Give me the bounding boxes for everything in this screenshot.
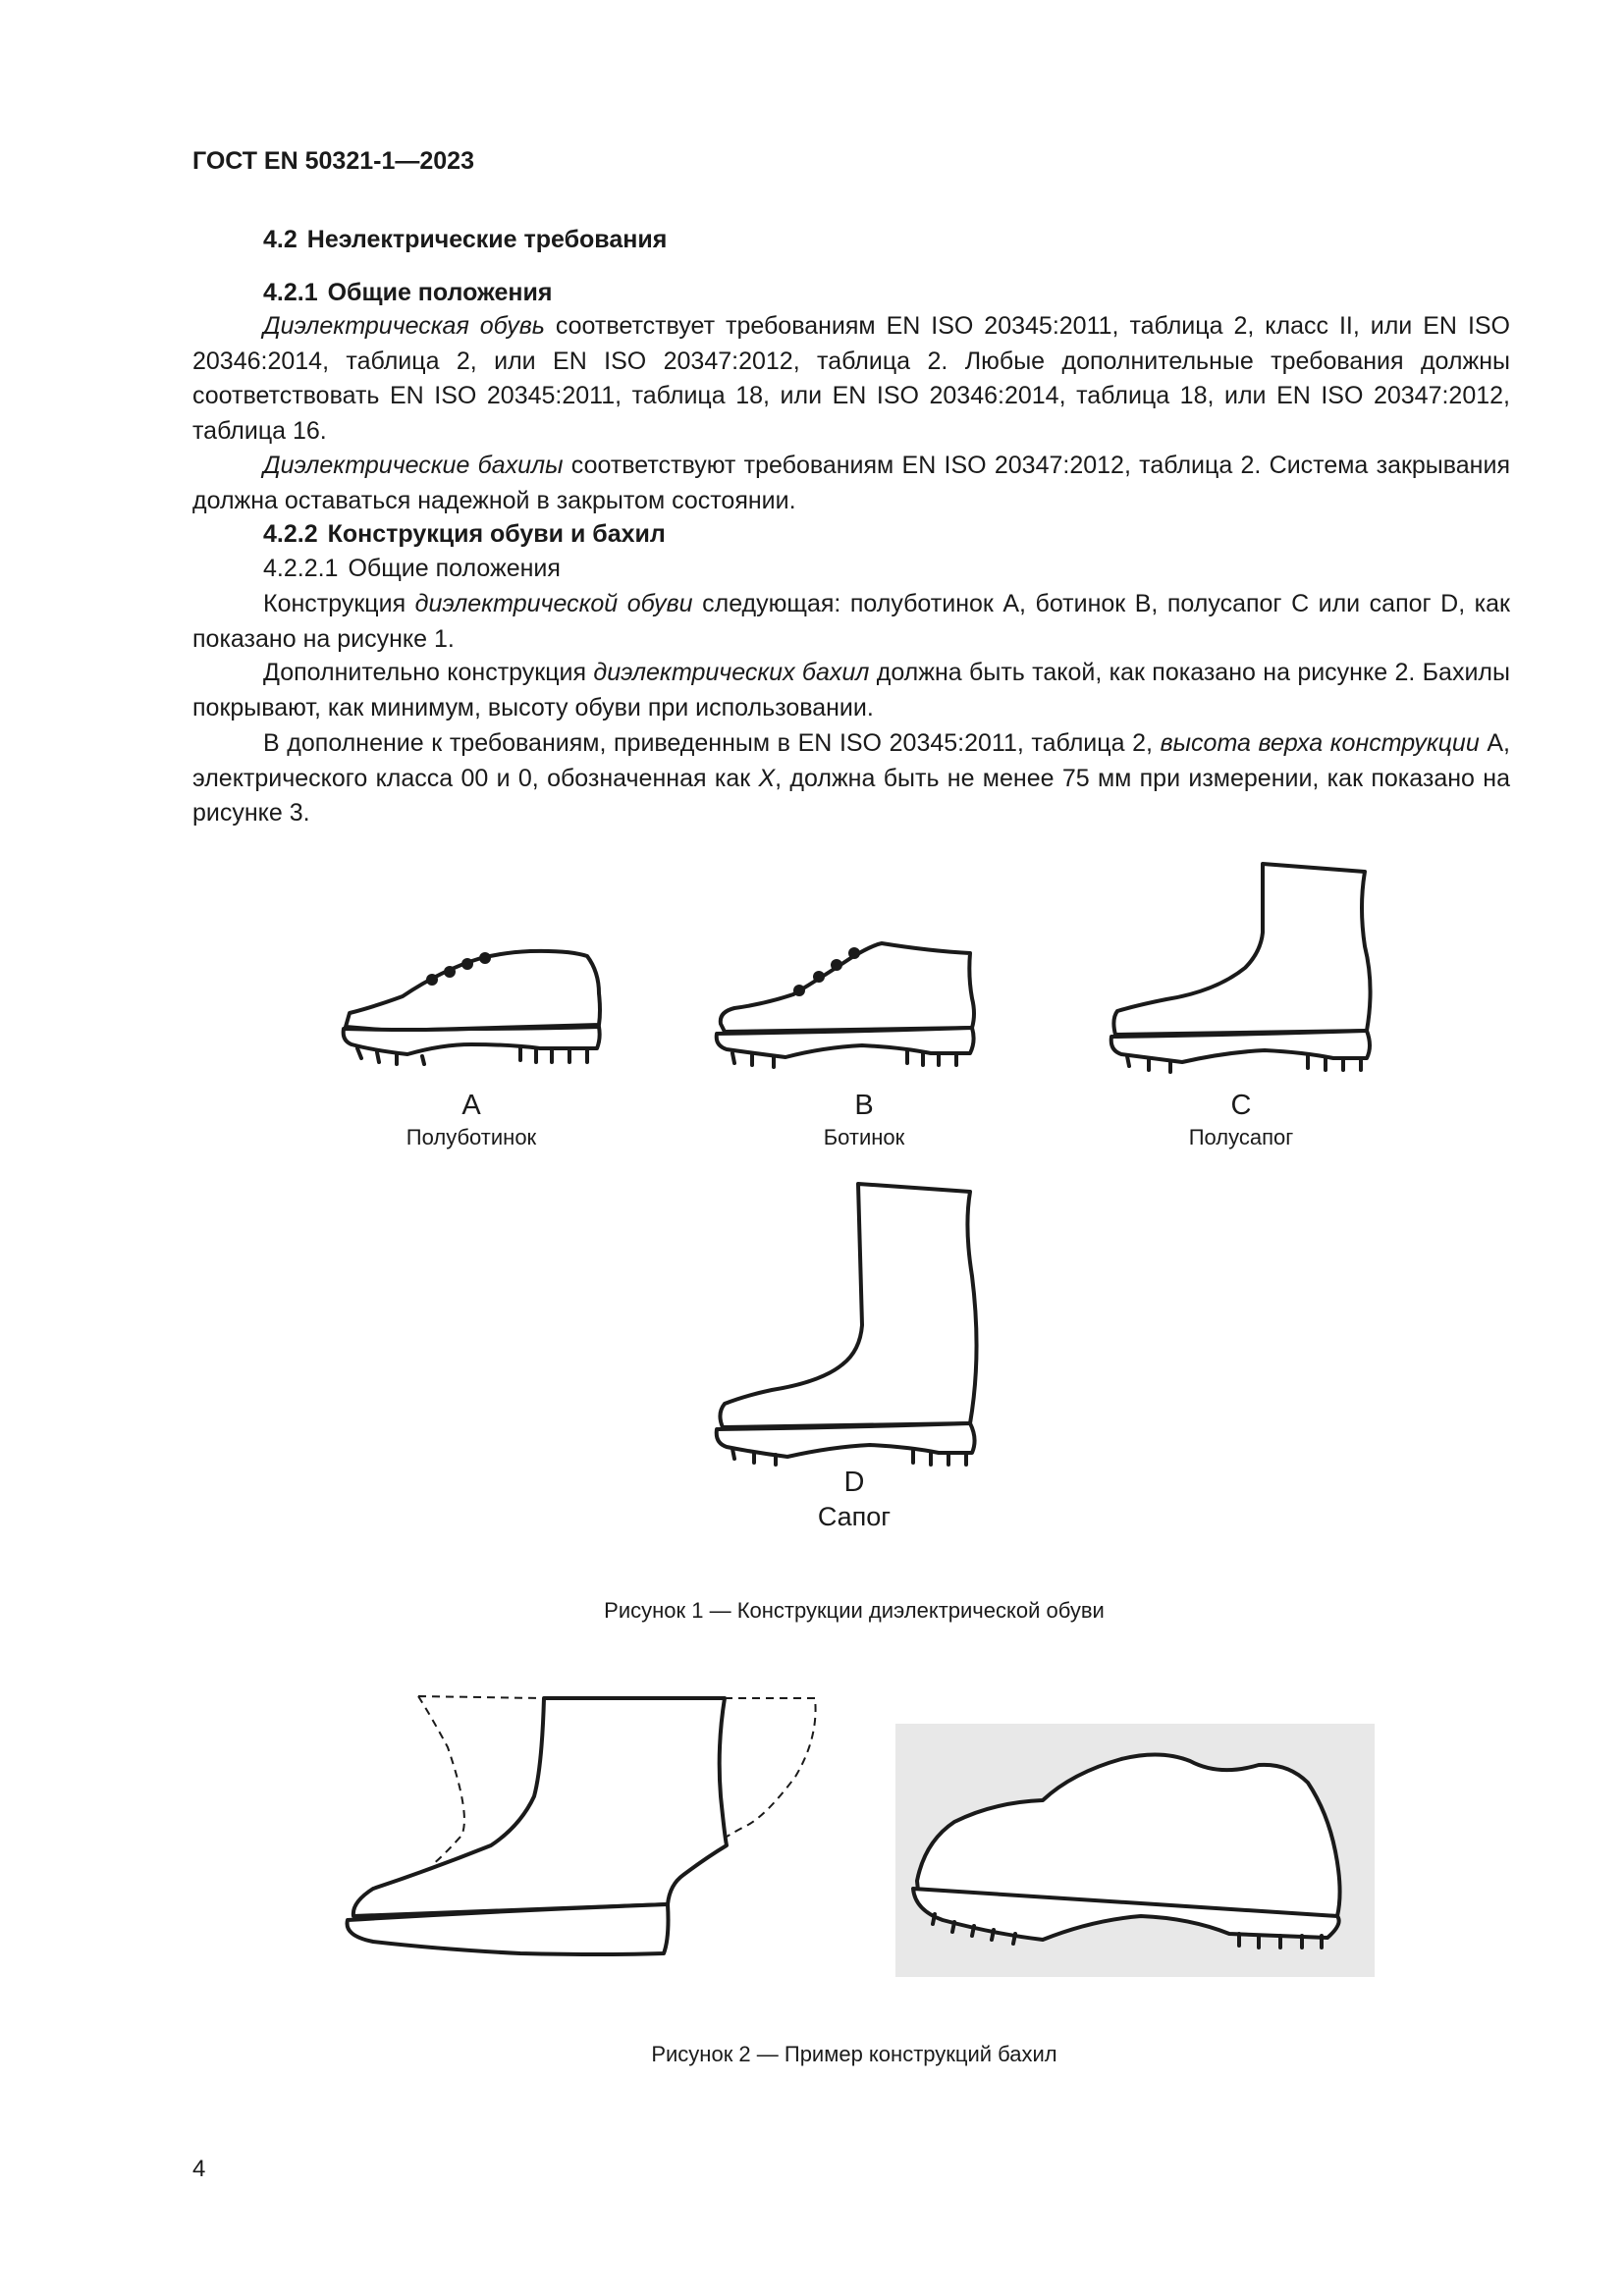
paragraph-text: Дополнительно конструкция xyxy=(263,659,594,686)
figure-name-d: Сапог xyxy=(817,1502,892,1531)
section-title: Неэлектрические требования xyxy=(306,226,668,253)
section-title: Общие положения xyxy=(327,279,553,306)
page-number: 4 xyxy=(192,2156,206,2182)
figure-2-caption: Рисунок 2 — Пример конструкций бахил xyxy=(651,2042,1057,2066)
section-number: 4.2.2.1 xyxy=(263,555,339,582)
italic-symbol: X xyxy=(758,764,776,792)
paragraph-overshoes-construction xyxy=(192,656,1510,725)
italic-term: высота верха конструкции xyxy=(1160,729,1480,757)
paragraph-text: Конструкция xyxy=(263,590,415,617)
paragraph-text: следующая: полуботинок A, ботинок B, полусапог C или сапог D, как показано на рисунке 1. xyxy=(192,590,1510,653)
section-number: 4.2 xyxy=(263,226,298,253)
overshoe-cuff-illustration xyxy=(334,1688,825,1983)
paragraph-dielectric-overshoes xyxy=(192,449,1510,518)
overshoe-photo-illustration xyxy=(895,1724,1375,1977)
half-boot-illustration xyxy=(1098,858,1382,1074)
figure-name-a: Полуботинок xyxy=(406,1125,537,1149)
figure-letter-a: A xyxy=(461,1090,481,1121)
paragraph-text: соответствуют требованиям EN ISO 20347:2012, таблица 2. Система закрывания должна оставаться надежной в закрытом состоянии. xyxy=(192,452,1510,514)
paragraph-footwear-construction xyxy=(192,587,1510,657)
boot-illustration xyxy=(703,1178,988,1472)
paragraph-text: A, электрического класса 00 и 0, обозначенная как xyxy=(192,729,1510,792)
low-shoe-illustration xyxy=(334,942,619,1070)
section-number: 4.2.2 xyxy=(263,520,318,548)
paragraph-text: соответствует требованиям EN ISO 20345:2011, таблица 2, класс II, или EN ISO 20346:2014, таблица 2, или EN ISO 20347:2012, таблица 2. Любые дополнительные требования должны соответствовать EN ISO 20345:2011, таблица 18, или EN ISO 20346:2014, таблица 18, или EN ISO 20347:2012, таблица 16. xyxy=(192,312,1511,445)
figure-name-b: Ботинок xyxy=(823,1125,905,1149)
figure-letter-c: C xyxy=(1230,1090,1252,1121)
figure-name-c: Полусапог xyxy=(1188,1125,1294,1149)
italic-term: диэлектрических бахил xyxy=(593,659,870,686)
section-title: Конструкция обуви и бахил xyxy=(327,520,666,548)
ankle-boot-illustration xyxy=(705,937,990,1075)
paragraph-text: должна быть такой, как показано на рисунке 2. Бахилы покрывают, как минимум, высоту обуви при использовании. xyxy=(192,659,1510,721)
paragraph-dielectric-footwear xyxy=(192,309,1510,449)
section-heading-4-2-2 xyxy=(263,520,666,549)
section-heading-4-2 xyxy=(263,226,667,254)
italic-term: Диэлектрическая обувь xyxy=(263,312,545,340)
paragraph-text: , должна быть не менее 75 мм при измерении, как показано на рисунке 3. xyxy=(192,764,1510,827)
section-heading-4-2-2-1 xyxy=(263,555,561,583)
section-heading-4-2-1 xyxy=(263,279,552,307)
figure-letter-b: B xyxy=(854,1090,874,1121)
section-title: Общие положения xyxy=(348,555,561,582)
figure-1-caption: Рисунок 1 — Конструкции диэлектрической обуви xyxy=(604,1598,1105,1623)
paragraph-height-requirement xyxy=(192,726,1510,831)
figure-letter-d: D xyxy=(843,1467,865,1498)
italic-term: Диэлектрические бахилы xyxy=(263,452,564,479)
document-code: ГОСТ EN 50321-1—2023 xyxy=(192,147,474,175)
paragraph-text: В дополнение к требованиям, приведенным в EN ISO 20345:2011, таблица 2, xyxy=(263,729,1161,757)
italic-term: диэлектрической обуви xyxy=(414,590,693,617)
section-number: 4.2.1 xyxy=(263,279,318,306)
